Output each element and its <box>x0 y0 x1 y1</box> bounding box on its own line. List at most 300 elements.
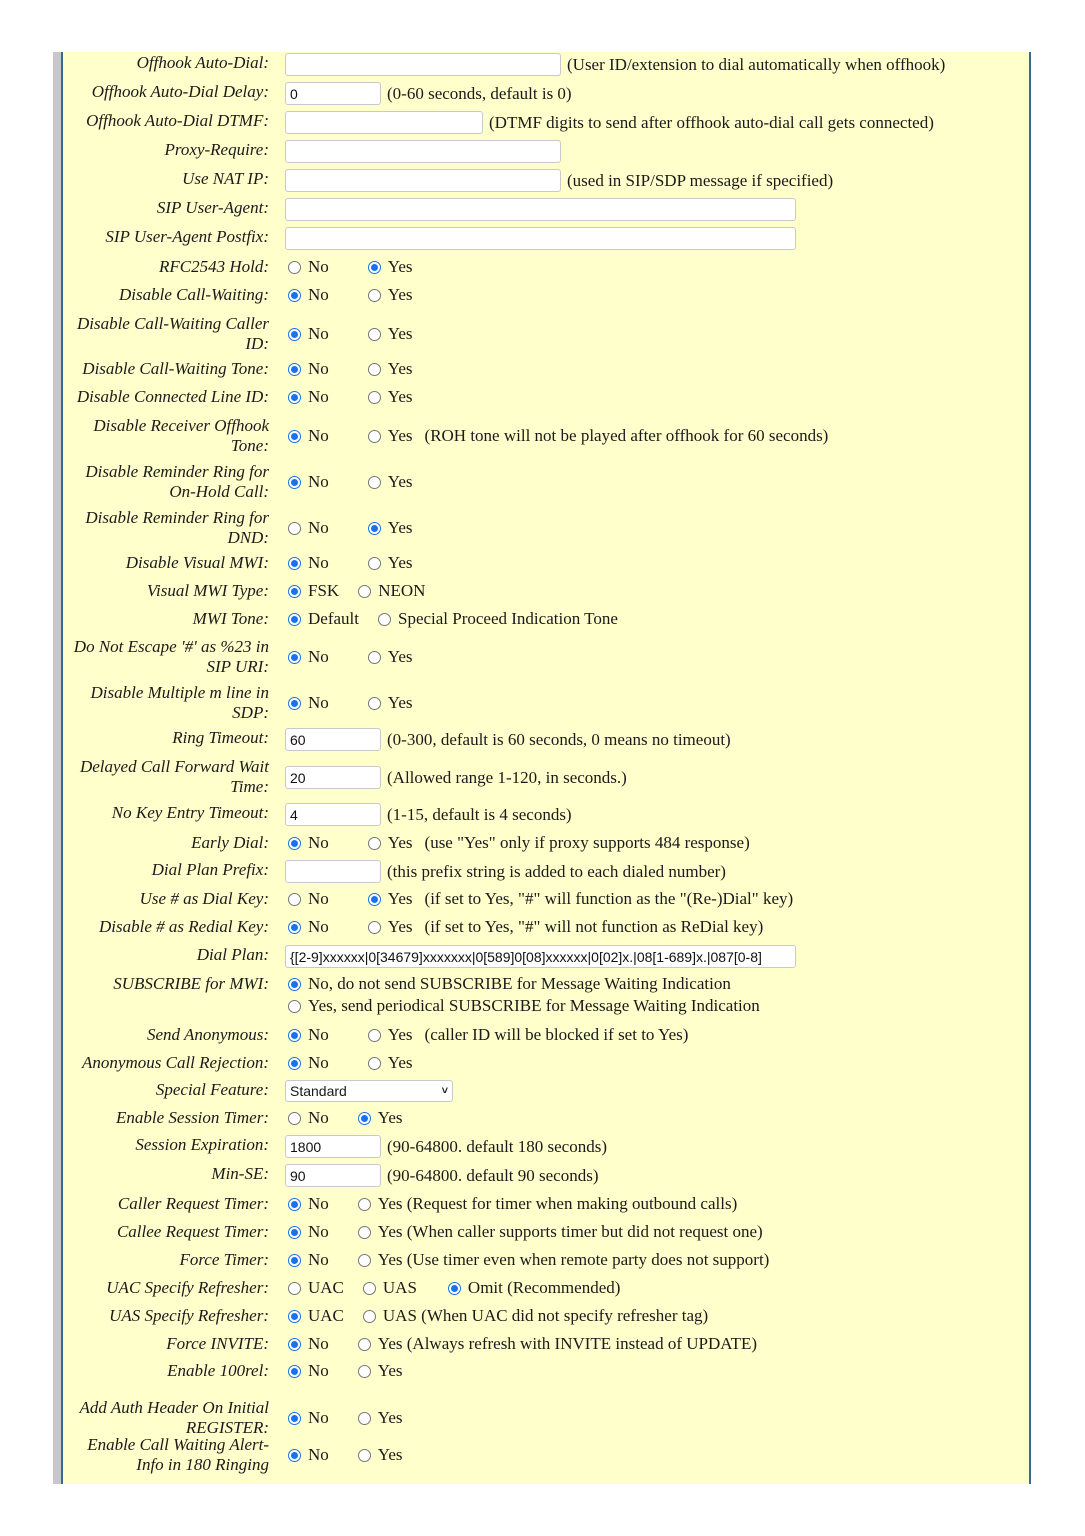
radio-checked-icon[interactable] <box>288 430 301 443</box>
radio-label: Yes <box>387 647 413 666</box>
radio-checked-icon[interactable] <box>288 1198 301 1211</box>
radio-group <box>285 974 760 1018</box>
radio-option-fsk[interactable] <box>285 581 339 601</box>
radio-checked-icon[interactable] <box>288 1226 301 1239</box>
setting-label: Visual MWI Type: <box>146 581 269 600</box>
radio-option-yes-request-for-timer-when-mak[interactable] <box>355 1194 737 1214</box>
chevron-down-icon: ˅ <box>441 1085 448 1097</box>
radio-option-yes[interactable] <box>355 1408 403 1428</box>
radio-option-no[interactable] <box>285 1222 329 1242</box>
radio-checked-icon[interactable] <box>288 476 301 489</box>
setting-label: Do Not Escape '#' as %23 in SIP URI: <box>73 637 269 676</box>
radio-option-no[interactable] <box>285 472 329 492</box>
setting-label: Disable Reminder Ring for On-Hold Call: <box>85 462 269 501</box>
radio-checked-icon[interactable] <box>288 651 301 664</box>
radio-option-no[interactable] <box>285 1025 329 1045</box>
radio-checked-icon[interactable] <box>288 1254 301 1267</box>
setting-control <box>285 553 413 573</box>
radio-option-no[interactable] <box>285 889 329 909</box>
radio-label: No <box>308 1250 329 1269</box>
radio-unchecked-icon[interactable] <box>368 557 381 570</box>
setting-control <box>285 1164 599 1187</box>
setting-control <box>285 169 833 192</box>
setting-control <box>285 227 796 250</box>
setting-hint: (DTMF digits to send after offhook auto-dial call gets connected) <box>489 112 934 132</box>
setting-label: Session Expiration: <box>135 1135 269 1154</box>
setting-control <box>285 945 796 968</box>
radio-unchecked-icon[interactable] <box>288 893 301 906</box>
radio-option-no[interactable] <box>285 693 329 713</box>
radio-option-yes[interactable] <box>355 1108 403 1128</box>
setting-label: MWI Tone: <box>192 609 269 628</box>
setting-control <box>285 766 627 789</box>
setting-control <box>285 693 413 713</box>
radio-label: No <box>308 1108 329 1127</box>
setting-label: Disable Reminder Ring for DND: <box>85 508 269 547</box>
setting-label: Disable Connected Line ID: <box>76 387 269 406</box>
setting-label: Enable Call Waiting Alert-Info in 180 Ringing <box>87 1435 269 1474</box>
radio-unchecked-icon[interactable] <box>358 1226 371 1239</box>
radio-option-no[interactable] <box>285 387 329 407</box>
radio-label: No <box>308 1222 329 1241</box>
setting-label: Special Feature: <box>155 1080 269 1099</box>
setting-label: Early Dial: <box>191 833 269 852</box>
radio-label: Omit (Recommended) <box>467 1278 621 1297</box>
radio-option-yes-when-caller-supports-timer[interactable] <box>355 1222 763 1242</box>
min-se-input[interactable] <box>285 1164 381 1187</box>
setting-label: Add Auth Header On Initial REGISTER: <box>79 1398 269 1437</box>
radio-option-yes[interactable] <box>365 285 413 305</box>
radio-label: Yes <box>387 553 413 572</box>
radio-unchecked-icon[interactable] <box>368 430 381 443</box>
radio-option-yes-always-refresh-with-invite[interactable] <box>355 1334 757 1354</box>
radio-label: No <box>308 426 329 445</box>
radio-option-no[interactable] <box>285 1250 329 1270</box>
setting-hint: (0-60 seconds, default is 0) <box>387 83 572 103</box>
radio-option-yes[interactable] <box>365 324 413 344</box>
radio-checked-icon[interactable] <box>368 522 381 535</box>
radio-unchecked-icon[interactable] <box>368 697 381 710</box>
no-key-entry-timeout-input[interactable] <box>285 803 381 826</box>
dial-plan-input[interactable] <box>285 945 796 968</box>
radio-option-yes[interactable] <box>365 833 413 853</box>
setting-hint: (User ID/extension to dial automatically when offhook) <box>567 54 946 74</box>
select-value: Standard <box>290 1083 347 1099</box>
setting-label: Disable Call-Waiting Tone: <box>82 359 269 378</box>
setting-label: SIP User-Agent: <box>156 198 269 217</box>
radio-label: No <box>308 285 329 304</box>
radio-checked-icon[interactable] <box>288 328 301 341</box>
radio-checked-icon[interactable] <box>288 1338 301 1351</box>
setting-control <box>285 82 572 105</box>
setting-control <box>285 833 750 853</box>
setting-control <box>285 1306 708 1326</box>
radio-option-yes[interactable] <box>365 257 413 277</box>
radio-label: No <box>308 1194 329 1213</box>
radio-option-yes[interactable] <box>365 693 413 713</box>
radio-unchecked-icon[interactable] <box>358 1338 371 1351</box>
radio-checked-icon[interactable] <box>288 363 301 376</box>
radio-option-no[interactable] <box>285 518 329 538</box>
radio-checked-icon[interactable] <box>288 978 301 991</box>
setting-control <box>285 728 731 751</box>
radio-unchecked-icon[interactable] <box>363 1282 376 1295</box>
setting-hint: (90-64800. default 180 seconds) <box>387 1136 608 1156</box>
radio-option-no-do-not-send-subscribe-for-m[interactable] <box>285 974 731 994</box>
radio-option-no[interactable] <box>285 647 329 667</box>
setting-label: Caller Request Timer: <box>117 1194 269 1213</box>
radio-option-yes[interactable] <box>365 889 413 909</box>
radio-unchecked-icon[interactable] <box>288 522 301 535</box>
radio-option-yes[interactable] <box>365 1053 413 1073</box>
radio-option-yes[interactable] <box>365 387 413 407</box>
setting-control <box>285 111 934 134</box>
session-expiration-input[interactable] <box>285 1135 381 1158</box>
setting-control <box>285 803 572 826</box>
radio-option-no[interactable] <box>285 1408 329 1428</box>
radio-unchecked-icon[interactable] <box>378 613 391 626</box>
dial-plan-prefix-input[interactable] <box>285 860 381 883</box>
setting-label: Ring Timeout: <box>172 728 269 747</box>
radio-option-no[interactable] <box>285 1194 329 1214</box>
radio-option-uas-when-uac-did-not-specify-r[interactable] <box>360 1306 708 1326</box>
radio-label: No <box>308 518 329 537</box>
radio-unchecked-icon[interactable] <box>358 585 371 598</box>
radio-unchecked-icon[interactable] <box>368 476 381 489</box>
radio-option-special-proceed-indication-ton[interactable] <box>375 609 618 629</box>
radio-label: Yes <box>387 518 413 537</box>
radio-option-no[interactable] <box>285 324 329 344</box>
setting-control <box>285 581 425 601</box>
setting-control <box>285 1135 607 1158</box>
radio-label: Default <box>308 609 359 628</box>
setting-control <box>285 609 618 629</box>
radio-checked-icon[interactable] <box>288 613 301 626</box>
setting-control <box>285 974 760 1018</box>
setting-label: Dial Plan: <box>196 945 269 964</box>
radio-unchecked-icon[interactable] <box>368 1029 381 1042</box>
radio-label: No <box>308 1053 329 1072</box>
setting-control <box>285 1250 769 1270</box>
setting-label: RFC2543 Hold: <box>158 257 269 276</box>
radio-checked-icon[interactable] <box>288 1365 301 1378</box>
radio-label: Yes <box>387 387 413 406</box>
radio-unchecked-icon[interactable] <box>368 391 381 404</box>
setting-label: UAS Specify Refresher: <box>109 1306 269 1325</box>
setting-hint: (used in SIP/SDP message if specified) <box>567 170 834 190</box>
radio-label: No <box>308 387 329 406</box>
setting-label: Force Timer: <box>179 1250 269 1269</box>
left-gutter <box>53 52 61 1484</box>
radio-unchecked-icon[interactable] <box>288 1282 301 1295</box>
setting-label: Disable Receiver Offhook Tone: <box>93 416 269 455</box>
radio-label: No <box>308 553 329 572</box>
radio-label: No <box>308 472 329 491</box>
radio-label: Special Proceed Indication Tone <box>397 609 618 628</box>
radio-label: Yes <box>387 1025 413 1044</box>
setting-label: UAC Specify Refresher: <box>106 1278 269 1297</box>
setting-label: Min-SE: <box>211 1164 269 1183</box>
setting-hint: (use "Yes" only if proxy supports 484 response) <box>424 833 750 852</box>
radio-option-yes[interactable] <box>365 472 413 492</box>
radio-checked-icon[interactable] <box>368 893 381 906</box>
radio-option-omit-recommended[interactable] <box>445 1278 621 1298</box>
radio-label: UAC <box>308 1278 344 1297</box>
radio-option-yes-use-timer-even-when-remote[interactable] <box>355 1250 770 1270</box>
radio-unchecked-icon[interactable] <box>368 363 381 376</box>
radio-option-yes[interactable] <box>365 518 413 538</box>
radio-label: FSK <box>308 581 340 600</box>
radio-option-yes[interactable] <box>365 917 413 937</box>
radio-option-yes[interactable] <box>365 1025 413 1045</box>
radio-unchecked-icon[interactable] <box>358 1412 371 1425</box>
radio-checked-icon[interactable] <box>288 1412 301 1425</box>
radio-label: Yes <box>377 1445 403 1464</box>
radio-option-yes[interactable] <box>355 1445 403 1465</box>
setting-label: Disable # as Redial Key: <box>99 917 269 936</box>
radio-unchecked-icon[interactable] <box>368 328 381 341</box>
radio-checked-icon[interactable] <box>288 921 301 934</box>
radio-option-default[interactable] <box>285 609 359 629</box>
setting-label: Offhook Auto-Dial DTMF: <box>86 111 269 130</box>
setting-control <box>285 1080 453 1102</box>
radio-option-no[interactable] <box>285 1361 329 1381</box>
radio-option-no[interactable] <box>285 257 329 277</box>
setting-control <box>285 257 413 277</box>
setting-control <box>285 1408 403 1428</box>
radio-label: Yes, send periodical SUBSCRIBE for Message Waiting Indication <box>308 996 760 1015</box>
setting-label: SIP User-Agent Postfix: <box>105 227 269 246</box>
setting-label: Offhook Auto-Dial Delay: <box>91 82 269 101</box>
radio-unchecked-icon[interactable] <box>368 651 381 664</box>
radio-checked-icon[interactable] <box>288 289 301 302</box>
radio-label: Yes <box>387 257 413 276</box>
radio-option-yes[interactable] <box>355 1361 403 1381</box>
radio-label: Yes (When caller supports timer but did not request one) <box>377 1222 763 1241</box>
proxy-require-input[interactable] <box>285 140 561 163</box>
setting-control <box>285 1334 757 1354</box>
setting-control <box>285 140 561 163</box>
radio-label: Yes <box>387 1053 413 1072</box>
radio-option-uas[interactable] <box>360 1278 417 1298</box>
offhook-auto-dial-delay-input[interactable] <box>285 82 381 105</box>
setting-control <box>285 1053 413 1073</box>
radio-label: Yes (Use timer even when remote party does not support) <box>377 1250 770 1269</box>
setting-label: No Key Entry Timeout: <box>111 803 269 822</box>
setting-control <box>285 426 828 446</box>
radio-label: Yes <box>387 472 413 491</box>
radio-unchecked-icon[interactable] <box>288 1112 301 1125</box>
radio-label: UAC <box>308 1306 344 1325</box>
radio-label: Yes <box>387 833 413 852</box>
radio-label: No <box>308 693 329 712</box>
setting-label: Send Anonymous: <box>147 1025 269 1044</box>
setting-hint: (Allowed range 1-120, in seconds.) <box>387 767 627 787</box>
setting-control <box>285 198 796 221</box>
radio-checked-icon[interactable] <box>288 391 301 404</box>
radio-checked-icon[interactable] <box>288 1057 301 1070</box>
setting-label: Anonymous Call Rejection: <box>82 1053 269 1072</box>
radio-unchecked-icon[interactable] <box>358 1449 371 1462</box>
setting-hint: (this prefix string is added to each dialed number) <box>387 861 726 881</box>
radio-option-no[interactable] <box>285 917 329 937</box>
radio-label: Yes <box>387 359 413 378</box>
setting-label: Enable Session Timer: <box>116 1108 269 1127</box>
setting-control <box>285 324 413 344</box>
radio-checked-icon[interactable] <box>288 1449 301 1462</box>
use-nat-ip-input[interactable] <box>285 169 561 192</box>
special-feature-select[interactable] <box>285 1080 453 1102</box>
ring-timeout-input[interactable] <box>285 728 381 751</box>
setting-control <box>285 917 763 937</box>
setting-control <box>285 1361 403 1381</box>
setting-hint: (1-15, default is 4 seconds) <box>387 804 572 824</box>
settings-panel <box>61 52 1031 1484</box>
radio-label: Yes <box>377 1361 403 1380</box>
radio-option-neon[interactable] <box>355 581 425 601</box>
radio-option-no[interactable] <box>285 359 329 379</box>
setting-control <box>285 387 413 407</box>
radio-unchecked-icon[interactable] <box>368 921 381 934</box>
radio-unchecked-icon[interactable] <box>288 1000 301 1013</box>
setting-label: Disable Visual MWI: <box>125 553 269 572</box>
radio-label: No <box>308 324 329 343</box>
setting-label: Use # as Dial Key: <box>139 889 269 908</box>
setting-label: Disable Multiple m line in SDP: <box>90 683 269 722</box>
radio-label: No <box>308 1445 329 1464</box>
setting-control <box>285 860 726 883</box>
setting-hint: (caller ID will be blocked if set to Yes) <box>424 1025 689 1044</box>
radio-unchecked-icon[interactable] <box>358 1365 371 1378</box>
setting-control <box>285 518 413 538</box>
setting-label: SUBSCRIBE for MWI: <box>113 974 269 993</box>
offhook-auto-dial-input[interactable] <box>285 53 561 76</box>
setting-hint: (if set to Yes, "#" will not function as ReDial key) <box>424 917 764 936</box>
setting-label: Force INVITE: <box>166 1334 269 1353</box>
setting-control <box>285 53 945 76</box>
radio-checked-icon[interactable] <box>288 1029 301 1042</box>
setting-label: Offhook Auto-Dial: <box>136 53 269 72</box>
radio-option-yes[interactable] <box>365 359 413 379</box>
sip-user-agent-input[interactable] <box>285 198 796 221</box>
radio-unchecked-icon[interactable] <box>288 261 301 274</box>
radio-checked-icon[interactable] <box>288 1310 301 1323</box>
setting-hint: (if set to Yes, "#" will function as the "(Re-)Dial" key) <box>424 889 794 908</box>
radio-option-no[interactable] <box>285 1334 329 1354</box>
radio-unchecked-icon[interactable] <box>358 1254 371 1267</box>
radio-option-yes[interactable] <box>365 426 413 446</box>
setting-control <box>285 1108 403 1128</box>
radio-option-yes[interactable] <box>365 553 413 573</box>
setting-label: Callee Request Timer: <box>116 1222 269 1241</box>
radio-label: Yes <box>387 693 413 712</box>
radio-checked-icon[interactable] <box>288 557 301 570</box>
radio-unchecked-icon[interactable] <box>358 1198 371 1211</box>
setting-label: Enable 100rel: <box>167 1361 269 1380</box>
radio-checked-icon[interactable] <box>288 697 301 710</box>
radio-label: UAS (When UAC did not specify refresher tag) <box>382 1306 709 1325</box>
radio-label: No <box>308 1408 329 1427</box>
setting-label: Proxy-Require: <box>164 140 269 159</box>
radio-unchecked-icon[interactable] <box>368 837 381 850</box>
setting-control <box>285 647 413 667</box>
radio-label: NEON <box>378 581 426 600</box>
setting-label: Disable Call-Waiting Caller ID: <box>76 314 269 353</box>
radio-label: No, do not send SUBSCRIBE for Message Waiting Indication <box>308 974 731 993</box>
setting-control <box>285 1194 737 1214</box>
radio-label: Yes <box>387 426 413 445</box>
radio-label: No <box>308 889 329 908</box>
setting-label: Delayed Call Forward Wait Time: <box>79 757 269 796</box>
radio-label: Yes <box>377 1408 403 1427</box>
setting-hint: (ROH tone will not be played after offhook for 60 seconds) <box>424 426 829 445</box>
radio-unchecked-icon[interactable] <box>363 1310 376 1323</box>
setting-control <box>285 1025 688 1045</box>
delayed-call-forward-wait-time-input[interactable] <box>285 766 381 789</box>
setting-hint: (90-64800. default 90 seconds) <box>387 1165 599 1185</box>
sip-user-agent-postfix-input[interactable] <box>285 227 796 250</box>
radio-option-no[interactable] <box>285 1108 329 1128</box>
radio-option-no[interactable] <box>285 426 329 446</box>
setting-hint: (0-300, default is 60 seconds, 0 means no timeout) <box>387 729 731 749</box>
setting-label: Dial Plan Prefix: <box>151 860 269 879</box>
radio-label: Yes <box>387 917 413 936</box>
radio-checked-icon[interactable] <box>288 585 301 598</box>
radio-label: Yes <box>387 889 413 908</box>
radio-label: Yes <box>387 324 413 343</box>
setting-control <box>285 359 413 379</box>
setting-label: Disable Call-Waiting: <box>118 285 269 304</box>
radio-label: No <box>308 1361 329 1380</box>
radio-checked-icon[interactable] <box>358 1112 371 1125</box>
radio-label: No <box>308 647 329 666</box>
radio-label: No <box>308 1334 329 1353</box>
radio-option-no[interactable] <box>285 833 329 853</box>
radio-option-no[interactable] <box>285 285 329 305</box>
radio-label: Yes <box>377 1108 403 1127</box>
offhook-auto-dial-dtmf-input[interactable] <box>285 111 483 134</box>
radio-label: Yes (Request for timer when making outbound calls) <box>377 1194 738 1213</box>
radio-label: UAS <box>382 1278 417 1297</box>
radio-unchecked-icon[interactable] <box>368 1057 381 1070</box>
setting-control <box>285 1278 620 1298</box>
radio-label: No <box>308 917 329 936</box>
radio-option-yes[interactable] <box>365 647 413 667</box>
radio-unchecked-icon[interactable] <box>368 289 381 302</box>
radio-label: No <box>308 257 329 276</box>
radio-option-no[interactable] <box>285 1053 329 1073</box>
radio-option-yes-send-periodical-subscribe-[interactable] <box>285 996 760 1016</box>
radio-option-uac[interactable] <box>285 1278 344 1298</box>
setting-control <box>285 1222 763 1242</box>
setting-control <box>285 889 793 909</box>
radio-option-uac[interactable] <box>285 1306 344 1326</box>
setting-control <box>285 1445 403 1465</box>
radio-option-no[interactable] <box>285 1445 329 1465</box>
setting-control <box>285 285 413 305</box>
radio-checked-icon[interactable] <box>288 837 301 850</box>
radio-option-no[interactable] <box>285 553 329 573</box>
setting-control <box>285 472 413 492</box>
setting-label: Use NAT IP: <box>182 169 269 188</box>
radio-checked-icon[interactable] <box>448 1282 461 1295</box>
radio-checked-icon[interactable] <box>368 261 381 274</box>
radio-label: Yes <box>387 285 413 304</box>
radio-label: No <box>308 359 329 378</box>
radio-label: No <box>308 833 329 852</box>
radio-label: No <box>308 1025 329 1044</box>
radio-label: Yes (Always refresh with INVITE instead of UPDATE) <box>377 1334 758 1353</box>
